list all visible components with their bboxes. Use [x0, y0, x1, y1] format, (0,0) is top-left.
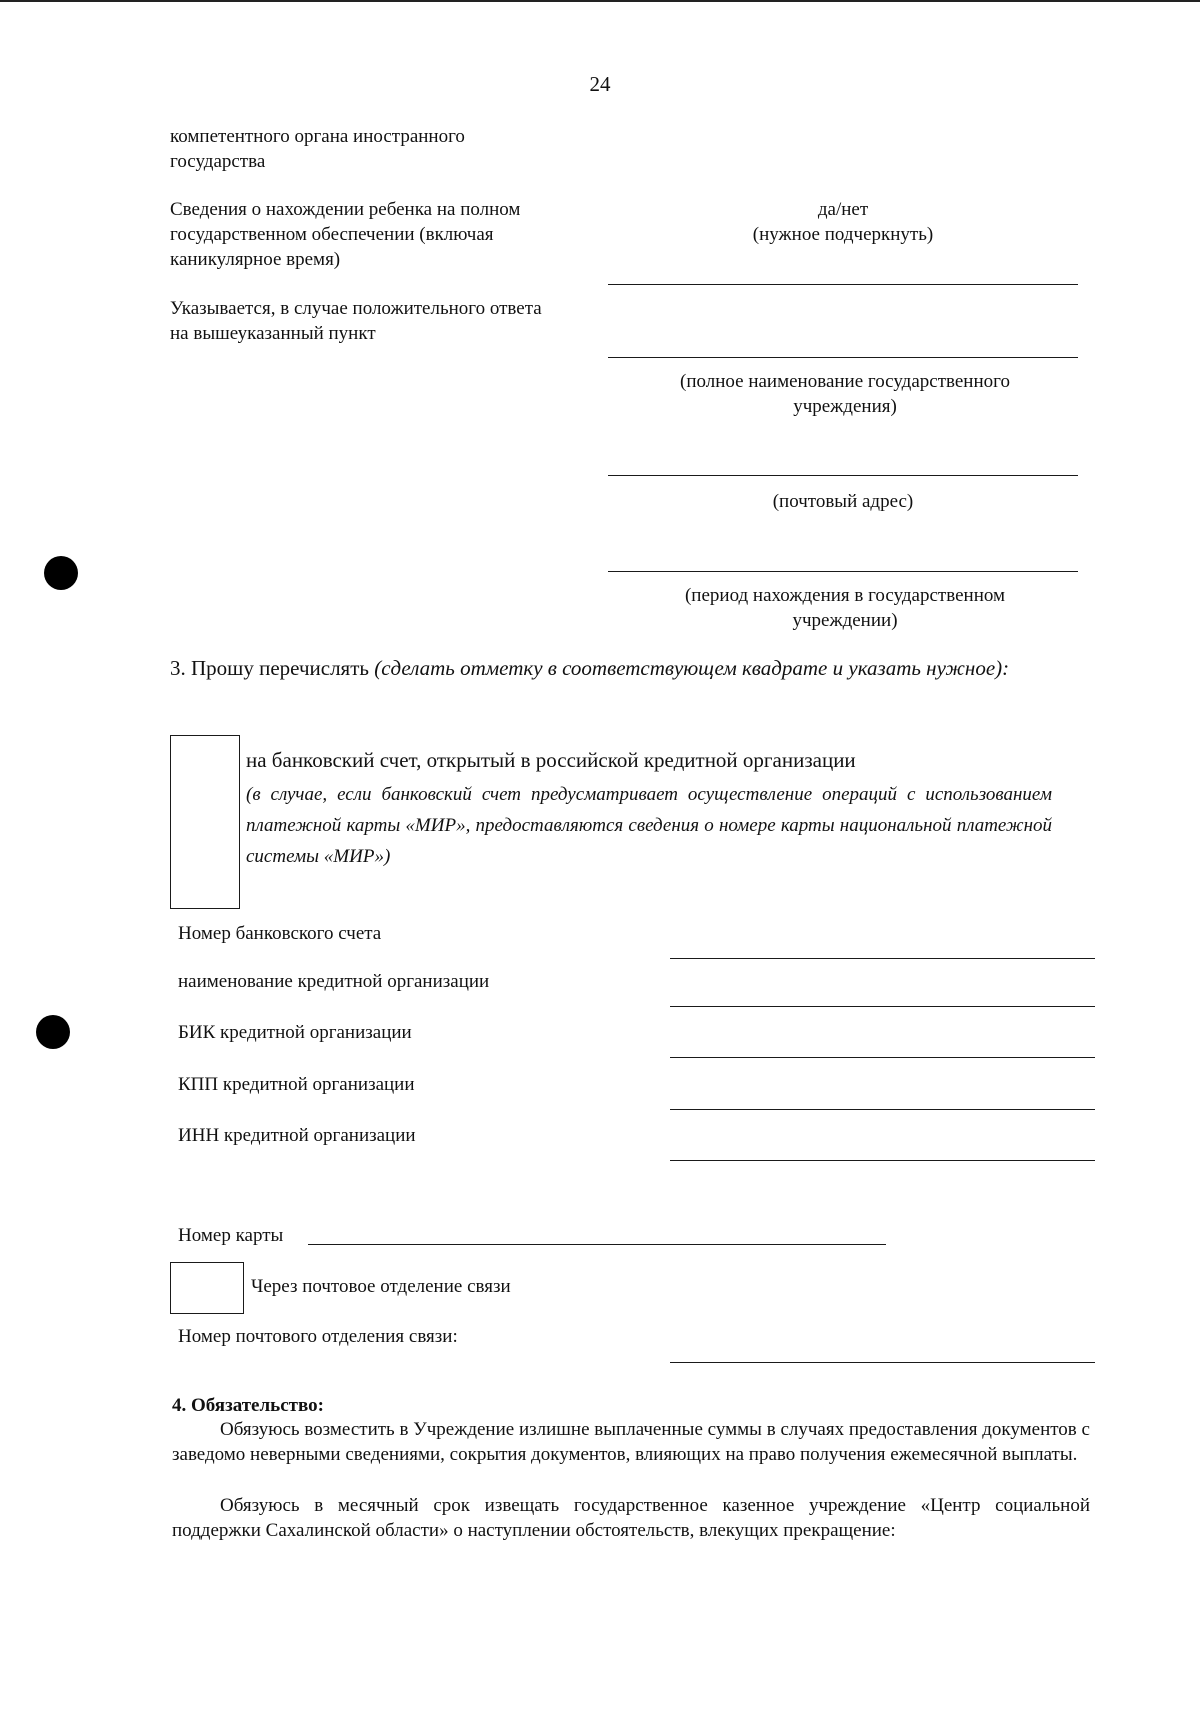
- bank-name-label: наименование кредитной организации: [178, 971, 490, 992]
- section3-instruction: (сделать отметку в соответствующем квадрате и указать нужное):: [374, 656, 1010, 680]
- postal-address-line[interactable]: [608, 475, 1078, 476]
- underline-hint: (нужное подчеркнуть): [752, 224, 934, 245]
- card-number-label: Номер карты: [178, 1225, 284, 1246]
- state-care-answer-line[interactable]: [608, 284, 1078, 285]
- period-line[interactable]: [608, 571, 1078, 572]
- card-number-field[interactable]: [308, 1244, 886, 1245]
- period-caption: (период нахождения в государственном учреждении): [684, 585, 1006, 631]
- post-office-checkbox[interactable]: [170, 1262, 244, 1314]
- post-office-option-label: Через почтовое отделение связи: [251, 1276, 511, 1297]
- section3-heading: [170, 654, 1050, 682]
- punch-hole-mark: [36, 1015, 70, 1049]
- bank-option-note: (в случае, если банковский счет предусматривает осуществление операций с использованием платежной карты «МИР», предоставляются сведения о номере карты национальной платежной системы «МИР»): [246, 784, 1052, 867]
- kpp-label: КПП кредитной организации: [178, 1074, 415, 1095]
- institution-name-caption: (полное наименование государственного учреждения): [680, 371, 1010, 417]
- section4-title: 4. Обязательство:: [172, 1395, 324, 1416]
- punch-hole-mark: [44, 556, 78, 590]
- bank-option-label: на банковский счет, открытый в российской кредитной организации: [246, 748, 856, 772]
- kpp-field[interactable]: [670, 1109, 1095, 1110]
- bik-label: БИК кредитной организации: [178, 1022, 412, 1043]
- bank-name-field[interactable]: [670, 1006, 1095, 1007]
- section4-paragraph-1: Обязуюсь возместить в Учреждение излишне выплаченные суммы в случаях предоставления документов с заведомо неверными сведениями, сокрытия документов, влияющих на право получения ежемесячной выплаты.: [172, 1419, 1090, 1465]
- inn-field[interactable]: [670, 1160, 1095, 1161]
- page-number: 24: [589, 72, 611, 96]
- institution-name-line[interactable]: [608, 357, 1078, 358]
- bik-field[interactable]: [670, 1057, 1095, 1058]
- authority-text: компетентного органа иностранного государства: [170, 126, 465, 172]
- state-care-label: Сведения о нахождении ребенка на полном государственном обеспечении (включая каникулярное время): [170, 199, 521, 270]
- scan-top-edge: [0, 0, 1200, 2]
- post-office-number-label: Номер почтового отделения связи:: [178, 1326, 458, 1347]
- if-positive-label: Указывается, в случае положительного ответа на вышеуказанный пункт: [170, 298, 542, 344]
- section3-lead: 3. Прошу перечислять: [170, 656, 369, 680]
- section4-paragraph-2: Обязуюсь в месячный срок извещать государственное казенное учреждение «Центр социальной поддержки Сахалинской области» о наступлении обстоятельств, влекущих прекращение:: [172, 1495, 1090, 1541]
- bank-account-number-field[interactable]: [670, 958, 1095, 959]
- bank-account-checkbox[interactable]: [170, 735, 240, 909]
- yes-no-option[interactable]: да/нет: [817, 199, 869, 220]
- inn-label: ИНН кредитной организации: [178, 1125, 416, 1146]
- postal-address-caption: (почтовый адрес): [772, 491, 914, 512]
- bank-account-number-label: Номер банковского счета: [178, 923, 382, 944]
- post-office-number-field[interactable]: [670, 1362, 1095, 1363]
